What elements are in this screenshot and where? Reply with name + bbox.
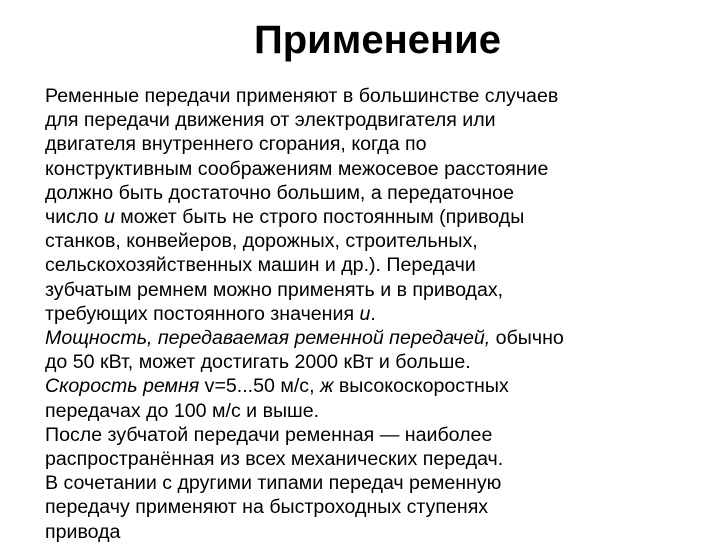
text-segment: распространённая из всех механических передач.	[45, 448, 504, 471]
paragraph	[45, 471, 705, 544]
text-segment: высокоскоростных	[333, 375, 509, 398]
text-line	[45, 108, 705, 132]
text-segment: для передачи движения от электродвигателя или	[45, 109, 496, 132]
text-segment: После зубчатой передачи ременная — наиболее	[45, 423, 493, 446]
text-line	[45, 520, 705, 544]
text-line	[45, 423, 705, 447]
text-segment: число	[45, 206, 104, 229]
text-segment: двигателя внутреннего сгорания, когда по	[45, 133, 427, 156]
paragraph	[45, 84, 705, 326]
italic-text: u	[103, 206, 115, 229]
slide-title: Применение	[253, 18, 501, 62]
italic-text: Мощность, передаваемая ременной передачей,	[45, 327, 491, 350]
text-line	[45, 181, 705, 205]
text-segment: v=5...50 м/с,	[199, 375, 320, 398]
text-line	[45, 205, 705, 229]
text-line	[45, 253, 705, 277]
text-line	[45, 326, 705, 350]
text-segment: может быть не строго постоянным (приводы	[114, 206, 525, 229]
paragraph	[45, 326, 705, 423]
text-line	[45, 157, 705, 181]
text-segment: требующих постоянного значения	[45, 302, 360, 325]
text-segment: должно быть достаточно большим, а передаточное	[45, 181, 514, 204]
text-segment: обычно	[490, 327, 564, 350]
text-segment: привода	[45, 520, 121, 543]
text-line	[45, 447, 705, 471]
text-segment: .	[370, 302, 376, 325]
text-line	[45, 399, 705, 423]
text-line	[45, 495, 705, 519]
text-line	[45, 132, 705, 156]
text-line	[45, 84, 705, 108]
text-segment: станков, конвейеров, дорожных, строительных,	[45, 230, 478, 253]
text-line	[45, 229, 705, 253]
text-segment: передачах до 100 м/с и выше.	[45, 399, 320, 422]
text-line	[45, 471, 705, 495]
text-segment: передачу применяют на быстроходных ступенях	[45, 496, 489, 519]
text-segment: Ременные передачи применяют в большинстве случаев	[45, 85, 559, 107]
slide-body	[45, 84, 705, 544]
text-line	[45, 278, 705, 302]
italic-text: u	[359, 302, 371, 325]
text-line	[45, 374, 705, 398]
text-segment: конструктивным соображениям межосевое расстояние	[45, 157, 549, 180]
text-segment: до 50 кВт, может достигать 2000 кВт и больше.	[45, 351, 471, 374]
paragraph	[45, 423, 705, 471]
text-segment: зубчатым ремнем можно применять и в приводах,	[45, 278, 504, 301]
italic-text: Скорость ремня	[45, 375, 200, 398]
text-segment: В сочетании с другими типами передач ременную	[45, 472, 502, 495]
text-segment: сельскохозяйственных машин и др.). Передачи	[45, 254, 476, 277]
text-line	[45, 350, 705, 374]
italic-text: ж	[319, 375, 334, 398]
text-line	[45, 302, 705, 326]
